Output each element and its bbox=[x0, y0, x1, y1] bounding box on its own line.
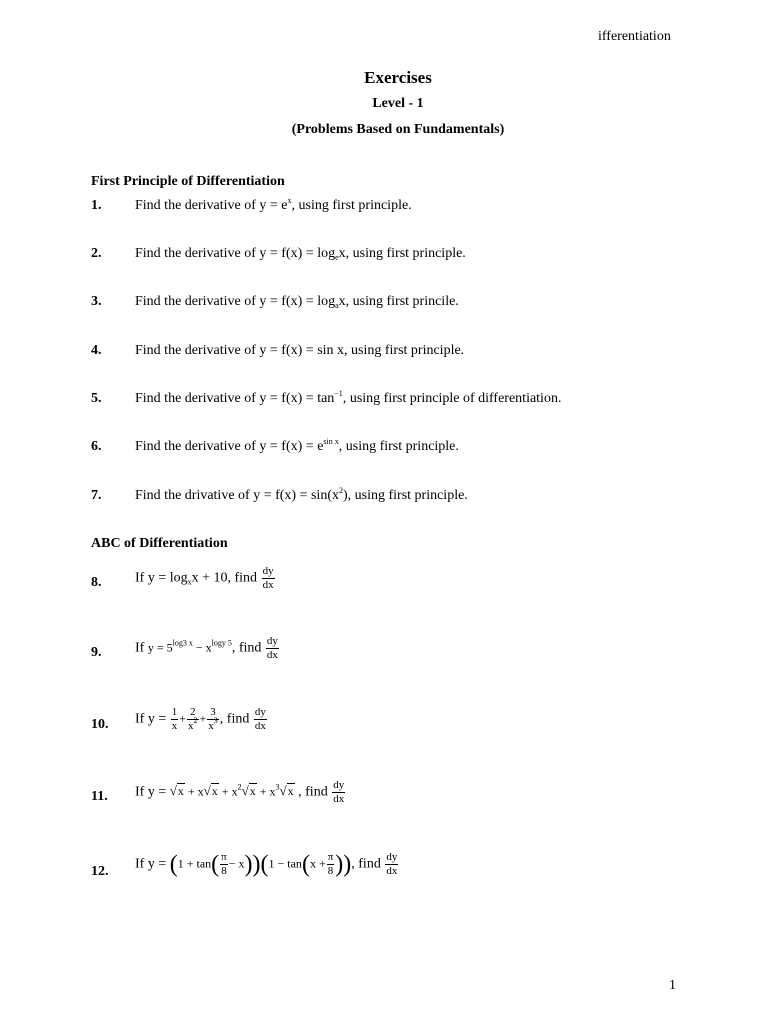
derivative-fraction: $\frac{dy}{dx}$ bbox=[266, 635, 278, 661]
derivative-fraction: $\frac{dy}{dx}$ bbox=[254, 706, 266, 732]
problem-text: If y = $\frac{1}{x}$ + $\frac{2}{x^2}$ + $\frac{3}{x^3}$ , find $\frac{dy}{dx}$ bbox=[135, 706, 266, 732]
derivative-fraction: $\frac{dy}{dx}$ bbox=[386, 851, 398, 877]
problem-number: 1. bbox=[91, 198, 102, 213]
problem-number: 12. bbox=[91, 864, 109, 879]
problem-text: Find the drivative of $y = f(x) = \sin(x^2)$, using first principle. bbox=[135, 486, 468, 503]
section-heading-abc: ABC of Differentiation bbox=[91, 536, 228, 551]
derivative-fraction: $\frac{dy}{dx}$ bbox=[333, 779, 345, 805]
problem-text: If $y = \log_xx + 10$, find $\frac{dy}{dx}$ bbox=[135, 565, 274, 591]
problem-number: 8. bbox=[91, 575, 102, 590]
problem-number: 4. bbox=[91, 343, 102, 358]
problem-text: Find the derivative of $y = e^x$, using first principle. bbox=[135, 196, 412, 213]
page-number: 1 bbox=[669, 978, 676, 993]
problem-text: Find the derivative of $y = f(x) = \log_ax$, using first princile. bbox=[135, 294, 459, 310]
problem-number: 6. bbox=[91, 439, 102, 454]
section-heading-first-principle: First Principle of Differentiation bbox=[91, 174, 285, 189]
page-title: Exercises bbox=[364, 68, 432, 87]
problem-number: 3. bbox=[91, 294, 102, 309]
problem-number: 9. bbox=[91, 645, 102, 660]
problem-text: Find the derivative of $y = f(x) = \tan^{-1}$, using first principle of differentiation. bbox=[135, 389, 562, 406]
problem-text: Find the derivative of $y = f(x) = e^{sin x}$, using first principle. bbox=[135, 437, 459, 454]
problem-number: 7. bbox=[91, 488, 102, 503]
problem-text: If $y = 5^{log3 x} - x^{logy 5}$, find $\frac{dy}{dx}$ bbox=[135, 635, 278, 661]
running-header: ifferentiation bbox=[598, 29, 671, 44]
problem-number: 11. bbox=[91, 789, 108, 804]
subtitle: (Problems Based on Fundamentals) bbox=[291, 122, 505, 137]
problem-text: If y = (1 + tan( $\frac{\pi}{8}$ − x))(1 − tan(x + $\frac{\pi}{8}$ )), find $\frac{dy}{dx}$ bbox=[135, 851, 398, 878]
problem-text: Find the derivative of $y = f(x) = \log_ex$, using first principle. bbox=[135, 246, 466, 262]
problem-text: Find the derivative of y = f(x) = sin x, using first principle. bbox=[135, 343, 465, 358]
derivative-fraction: $\frac{dy}{dx}$ bbox=[262, 565, 274, 591]
level-heading: Level - 1 bbox=[372, 96, 424, 111]
problem-text: If $y = √x + x√x + x^2√x + x^3√x$ , find $\frac{dy}{dx}$ bbox=[135, 779, 345, 805]
problem-number: 2. bbox=[91, 246, 102, 261]
problem-number: 10. bbox=[91, 717, 109, 732]
problem-number: 5. bbox=[91, 391, 102, 406]
